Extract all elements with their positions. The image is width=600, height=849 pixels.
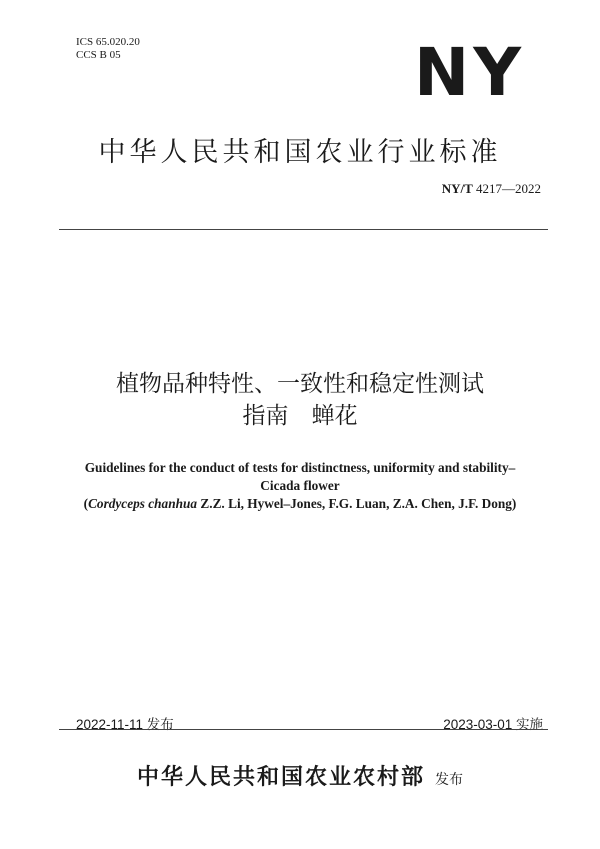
title-en-line3-authors: Z.Z. Li, Hywel–Jones, F.G. Luan, Z.A. Chen, J.F. Dong): [197, 496, 517, 511]
standard-code: [442, 181, 541, 197]
standard-code-prefix: NY/T: [441, 181, 473, 196]
species-name: Cordyceps chanhua: [88, 496, 198, 511]
standard-code-number: 4217—2022: [476, 181, 541, 196]
title-en-line1: Guidelines for the conduct of tests for distinctness, uniformity and stability–: [84, 460, 516, 475]
title-zh-line2: 指南 蝉花: [242, 403, 358, 429]
footer-divider: [59, 729, 548, 730]
issuer-action: 发布: [435, 772, 463, 788]
issue-date: 2022-11-11 发布: [76, 717, 174, 732]
title-en-line3: [0, 494, 600, 514]
classification-codes: [76, 36, 140, 62]
header-divider: [59, 229, 548, 230]
implementation-date: 2023-03-01 实施: [443, 717, 543, 732]
title-en-line2: Cicada flower: [260, 478, 340, 493]
title-zh-line1: 植物品种特性、一致性和稳定性测试: [116, 371, 484, 397]
issuer-name: 中华人民共和国农业农村部: [136, 764, 425, 790]
issuer: [0, 760, 600, 791]
standard-type-title: 中华人民共和国农业行业标准: [98, 137, 502, 168]
title-en-line3-open: (: [83, 496, 89, 511]
ny-logo: NY: [414, 34, 526, 111]
ics-code: ICS 65.020.20: [76, 36, 140, 48]
ccs-code: CCS B 05: [76, 49, 121, 61]
